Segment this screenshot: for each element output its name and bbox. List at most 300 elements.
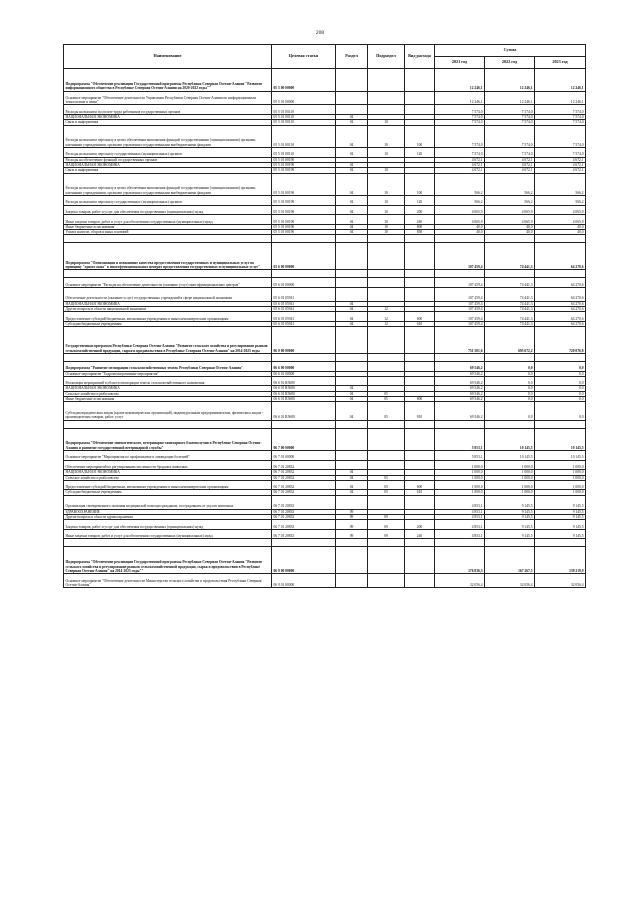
budget-table: [63, 44, 586, 588]
cell-sum-2023: 9 145,5: [535, 495, 586, 509]
cell-expense-type: 120: [405, 196, 435, 206]
cell-sum-2022: 0,0: [485, 397, 535, 402]
cell-expense-type: [405, 420, 435, 428]
cell-sum-2021: 7 574,0: [435, 148, 485, 158]
cell-name: Подпрограмма "Обеспечение реализации Государственной программы Республики Северная Осетия-Алания "Развитие информационного общества в Республике Северная Осетия-Алания на 2020-2022 годы"": [64, 69, 272, 92]
cell-name: НАЦИОНАЛЬНАЯ ЭКОНОМИКА: [64, 162, 272, 167]
cell-name: [64, 270, 272, 278]
cell-sum-2023: 4 672,1: [535, 162, 586, 167]
table-header: [64, 45, 586, 69]
cell-sum-2023: 0,0: [535, 386, 586, 391]
cell-expense-type: 100: [405, 173, 435, 196]
cell-sum-2021: 4 853,1: [435, 509, 485, 514]
table-row: [64, 327, 586, 354]
cell-expense-type: 600: [405, 480, 435, 490]
cell-section: [336, 270, 368, 278]
cell-section: [336, 547, 368, 574]
cell-sum-2021: 107 459,4: [435, 278, 485, 288]
cell-subsection: 10: [368, 168, 405, 173]
cell-subsection: 05: [368, 391, 405, 396]
cell-sum-2023: 40,0: [535, 224, 586, 229]
cell-sum-2022: 74 441,3: [485, 278, 535, 288]
cell-sum-2023: 4 065,9: [535, 205, 586, 215]
cell-sum-2021: 69 546,2: [435, 391, 485, 396]
cell-name: НАЦИОНАЛЬНАЯ ЭКОНОМИКА: [64, 470, 272, 475]
cell-target-article: [272, 420, 336, 428]
cell-target-article: [272, 270, 336, 278]
cell-name: Подпрограмма "Обеспечение реализации Государственной программы Республики Северная Осетия-Алания "Развитие сельского хозяйства и регулирование рынков сельскохозяйственной продукции, сырья и продовольствия в Республике Северная Осетия-Алания" на 2014-2025 годы"": [64, 547, 272, 574]
cell-sum-2022: 4 065,9: [485, 215, 535, 225]
cell-target-article: 05 5 01 00190: [272, 215, 336, 225]
cell-subsection: 10: [368, 205, 405, 215]
cell-name: Уплата налогов, сборов и иных платежей: [64, 230, 272, 235]
cell-expense-type: [405, 270, 435, 278]
cell-sum-2022: 12 246,1: [485, 91, 535, 105]
cell-sum-2022: 9 145,5: [485, 514, 535, 519]
cell-sum-2021: 32 056,4: [435, 574, 485, 588]
cell-target-article: 05 5 01 00190: [272, 157, 336, 162]
cell-sum-2022: 4 672,1: [485, 157, 535, 162]
cell-expense-type: 200: [405, 205, 435, 215]
cell-sum-2023: 566,2: [535, 196, 586, 206]
cell-name: Иные закупки товаров, работ и услуг для обеспечения государственных (муниципальных) нужд: [64, 215, 272, 225]
cell-sum-2023: 1 000,0: [535, 475, 586, 480]
cell-sum-2021: 69 546,2: [435, 376, 485, 386]
cell-sum-2023: 1 000,0: [535, 480, 586, 490]
cell-section: [336, 539, 368, 547]
cell-sum-2023: 139 219,9: [535, 547, 586, 574]
table-row: [64, 428, 586, 451]
cell-name: Закупка товаров, работ и услуг для обеспечения государственных (муниципальных) нужд: [64, 520, 272, 530]
cell-sum-2022: 12 246,1: [485, 69, 535, 92]
cell-sum-2022: 1 000,0: [485, 460, 535, 470]
cell-section: 04: [336, 224, 368, 229]
header-name: Наименование: [64, 45, 272, 69]
cell-sum-2023: [535, 354, 586, 362]
cell-section: [336, 105, 368, 115]
cell-sum-2021: 4 065,9: [435, 205, 485, 215]
cell-section: 04: [336, 490, 368, 495]
table-row: [64, 69, 586, 92]
cell-section: [336, 91, 368, 105]
cell-subsection: [368, 460, 405, 470]
cell-section: [336, 574, 368, 588]
cell-subsection: 10: [368, 230, 405, 235]
table-row: [64, 529, 586, 539]
cell-name: [64, 354, 272, 362]
cell-section: [336, 235, 368, 243]
cell-subsection: 10: [368, 173, 405, 196]
cell-target-article: 06 6 01 00000: [272, 371, 336, 376]
cell-subsection: 05: [368, 402, 405, 420]
cell-target-article: 05 6 01 05941: [272, 307, 336, 312]
cell-sum-2021: 5 853,1: [435, 428, 485, 451]
cell-expense-type: 200: [405, 520, 435, 530]
table-row: [64, 105, 586, 115]
cell-expense-type: 610: [405, 321, 435, 326]
cell-name: Государственная программа Республики Северная Осетия-Алания "Развитие сельского хозяйства и регулирование рынков сельскохозяйственной продукции, сырья и продовольствия в Республике Северная Осетия-Алания" на 2014-2025 годы: [64, 327, 272, 354]
cell-sum-2022: 566,2: [485, 173, 535, 196]
cell-target-article: 06 9 00 00000: [272, 547, 336, 574]
cell-name: Предоставление субсидий бюджетным, автономным учреждениям и иным некоммерческим организациям: [64, 480, 272, 490]
cell-name: ЗДРАВООХРАНЕНИЕ: [64, 509, 272, 514]
cell-target-article: 05 5 01 00190: [272, 196, 336, 206]
cell-sum-2023: 720 076,8: [535, 327, 586, 354]
cell-section: [336, 420, 368, 428]
cell-sum-2021: 4 853,1: [435, 529, 485, 539]
cell-target-article: 05 5 00 00000: [272, 69, 336, 92]
cell-sum-2021: 566,2: [435, 173, 485, 196]
cell-target-article: 05 5 01 00190: [272, 224, 336, 229]
cell-sum-2023: 0,0: [535, 397, 586, 402]
cell-target-article: 05 6 00 00000: [272, 243, 336, 270]
cell-target-article: 06 7 01 20833: [272, 520, 336, 530]
cell-expense-type: 240: [405, 529, 435, 539]
cell-expense-type: 800: [405, 224, 435, 229]
cell-sum-2023: 1 000,0: [535, 490, 586, 495]
cell-expense-type: [405, 376, 435, 386]
cell-subsection: [368, 376, 405, 386]
cell-subsection: 05: [368, 397, 405, 402]
cell-section: 04: [336, 125, 368, 148]
cell-sum-2023: 9 145,5: [535, 509, 586, 514]
cell-subsection: [368, 327, 405, 354]
cell-section: 04: [336, 301, 368, 306]
cell-sum-2021: 5 853,1: [435, 451, 485, 461]
cell-sum-2022: 0,0: [485, 386, 535, 391]
table-row: [64, 270, 586, 278]
cell-sum-2021: 1 000,0: [435, 460, 485, 470]
cell-name: Субсидии бюджетным учреждениям: [64, 490, 272, 495]
cell-subsection: 10: [368, 196, 405, 206]
cell-subsection: 10: [368, 125, 405, 148]
cell-sum-2023: 12 246,1: [535, 91, 586, 105]
cell-sum-2023: 7 574,0: [535, 120, 586, 125]
cell-sum-2021: 7 574,0: [435, 125, 485, 148]
cell-target-article: 06 7 01 20832: [272, 480, 336, 490]
cell-expense-type: [405, 243, 435, 270]
cell-section: 04: [336, 215, 368, 225]
cell-sum-2022: 7 574,0: [485, 105, 535, 115]
cell-expense-type: [405, 460, 435, 470]
cell-target-article: 06 7 01 20832: [272, 460, 336, 470]
cell-sum-2022: 7 574,0: [485, 114, 535, 119]
cell-subsection: 05: [368, 475, 405, 480]
cell-subsection: 10: [368, 120, 405, 125]
cell-name: Основное мероприятие "Расходы на обеспечение деятельности (оказание услуг) многофункциональных центров": [64, 278, 272, 288]
cell-section: [336, 327, 368, 354]
cell-expense-type: 120: [405, 148, 435, 158]
header-year-2022: 2022 год: [485, 57, 535, 69]
cell-sum-2021: 4 853,1: [435, 514, 485, 519]
cell-sum-2022: 40,0: [485, 230, 535, 235]
cell-sum-2021: 566,2: [435, 196, 485, 206]
cell-expense-type: [405, 539, 435, 547]
cell-subsection: 10: [368, 148, 405, 158]
cell-section: [336, 69, 368, 92]
cell-section: 04: [336, 148, 368, 158]
cell-name: Реализация мероприятий в области мелиорации земель сельскохозяйственного назначения: [64, 376, 272, 386]
cell-subsection: [368, 270, 405, 278]
cell-target-article: [272, 235, 336, 243]
cell-section: 04: [336, 402, 368, 420]
table-row: [64, 420, 586, 428]
cell-name: Субсидии юридическим лицам (кроме некоммерческих организаций), индивидуальным предпринимателям, физическим лицам - производителям товаров, работ, услуг: [64, 402, 272, 420]
cell-section: [336, 362, 368, 372]
cell-section: 04: [336, 321, 368, 326]
cell-sum-2022: 0,0: [485, 376, 535, 386]
cell-target-article: 06 6 01 R5680: [272, 391, 336, 396]
header-section: Раздел: [336, 45, 368, 69]
cell-expense-type: [405, 105, 435, 115]
cell-subsection: 05: [368, 490, 405, 495]
table-row: [64, 402, 586, 420]
cell-sum-2021: [435, 420, 485, 428]
cell-section: 04: [336, 312, 368, 322]
cell-sum-2023: 7 574,0: [535, 125, 586, 148]
cell-target-article: 06 7 01 00000: [272, 451, 336, 461]
cell-section: 04: [336, 391, 368, 396]
cell-name: Организация своевременного оказания медицинской помощи гражданам, пострадавшим от укусов животных: [64, 495, 272, 509]
cell-sum-2021: 69 546,2: [435, 397, 485, 402]
cell-sum-2023: 7 574,0: [535, 114, 586, 119]
cell-sum-2021: 751 501,6: [435, 327, 485, 354]
table-row: [64, 287, 586, 301]
cell-name: Иные бюджетные ассигнования: [64, 397, 272, 402]
cell-sum-2023: [535, 270, 586, 278]
cell-sum-2023: 9 145,5: [535, 514, 586, 519]
cell-target-article: [272, 354, 336, 362]
cell-sum-2023: 40,0: [535, 230, 586, 235]
cell-subsection: [368, 428, 405, 451]
cell-target-article: 05 5 01 00190: [272, 173, 336, 196]
cell-sum-2022: [485, 354, 535, 362]
table-row: [64, 539, 586, 547]
cell-sum-2022: 74 441,3: [485, 307, 535, 312]
cell-name: Подпрограмма "Оптимизация и повышение качества предоставления государственных и муниципальных услуг по принципу "одного окна" в многофункциональных центрах предоставления государственных и муниципальных услуг": [64, 243, 272, 270]
cell-sum-2023: 1 000,0: [535, 470, 586, 475]
cell-section: 04: [336, 307, 368, 312]
cell-sum-2022: 10 145,5: [485, 428, 535, 451]
cell-section: 04: [336, 162, 368, 167]
table-body: [64, 69, 586, 588]
cell-name: Подпрограмма "Развитие мелиорации сельскохозяйственных земель Республики Северная Осетия-Алания": [64, 362, 272, 372]
cell-target-article: 05 5 01 00110: [272, 125, 336, 148]
header-year-2021: 2021 год: [435, 57, 485, 69]
cell-sum-2021: [435, 354, 485, 362]
cell-sum-2022: 74 441,3: [485, 287, 535, 301]
cell-name: Подпрограмма "Обеспечение эпизоотического, ветеринарно-санитарного благополучия в Республике Северная Осетия-Алания и развитие государственной ветеринарной службы": [64, 428, 272, 451]
cell-section: 09: [336, 520, 368, 530]
cell-subsection: 10: [368, 224, 405, 229]
cell-sum-2022: 9 145,5: [485, 509, 535, 514]
cell-sum-2023: 64 270,6: [535, 307, 586, 312]
cell-target-article: 06 6 01 R5680: [272, 397, 336, 402]
cell-target-article: 05 5 01 00190: [272, 162, 336, 167]
cell-sum-2023: 0,0: [535, 371, 586, 376]
cell-sum-2022: 695 672,2: [485, 327, 535, 354]
cell-sum-2021: 69 546,2: [435, 371, 485, 376]
cell-expense-type: [405, 451, 435, 461]
cell-sum-2022: 566,2: [485, 196, 535, 206]
cell-sum-2023: [535, 235, 586, 243]
cell-expense-type: [405, 574, 435, 588]
cell-sum-2021: 1 000,0: [435, 480, 485, 490]
cell-name: НАЦИОНАЛЬНАЯ ЭКОНОМИКА: [64, 386, 272, 391]
table-row: [64, 354, 586, 362]
cell-name: Сельское хозяйство и рыболовство: [64, 475, 272, 480]
cell-target-article: 06 7 01 20833: [272, 514, 336, 519]
cell-sum-2021: 176 836,3: [435, 547, 485, 574]
cell-sum-2023: 64 270,6: [535, 278, 586, 288]
cell-section: 04: [336, 205, 368, 215]
header-target-article: Целевая статья: [272, 45, 336, 69]
cell-sum-2022: 1 000,0: [485, 470, 535, 475]
cell-section: [336, 278, 368, 288]
header-sum: Сумма: [435, 45, 586, 57]
cell-expense-type: [405, 327, 435, 354]
cell-sum-2022: [485, 235, 535, 243]
cell-name: Закупка товаров, работ и услуг для обеспечения государственных (муниципальных) нужд: [64, 205, 272, 215]
table-row: [64, 196, 586, 206]
cell-subsection: [368, 547, 405, 574]
cell-name: НАЦИОНАЛЬНАЯ ЭКОНОМИКА: [64, 301, 272, 306]
cell-sum-2023: 4 672,1: [535, 157, 586, 162]
cell-expense-type: [405, 547, 435, 574]
cell-sum-2023: 32 056,4: [535, 574, 586, 588]
cell-target-article: 05 6 01 05941: [272, 312, 336, 322]
cell-expense-type: 240: [405, 215, 435, 225]
cell-name: [64, 420, 272, 428]
cell-sum-2021: 107 459,4: [435, 321, 485, 326]
cell-name: Расходы на выплаты персоналу в целях обеспечения выполнения функций государственными (муниципальными) органами, казенными учреждениями, органами управления государственными внебюджетными фондами: [64, 173, 272, 196]
cell-subsection: 12: [368, 307, 405, 312]
cell-section: 09: [336, 514, 368, 519]
cell-target-article: 05 5 01 00110: [272, 148, 336, 158]
cell-subsection: 05: [368, 480, 405, 490]
cell-expense-type: [405, 235, 435, 243]
cell-name: [64, 539, 272, 547]
cell-section: 04: [336, 397, 368, 402]
table-row: [64, 125, 586, 148]
cell-sum-2022: 0,0: [485, 371, 535, 376]
cell-sum-2023: 7 574,0: [535, 105, 586, 115]
cell-section: 04: [336, 196, 368, 206]
cell-sum-2022: [485, 270, 535, 278]
cell-name: Другие вопросы в области национальной экономики: [64, 307, 272, 312]
cell-name: Расходы на выплаты персоналу государственных (муниципальных) органов: [64, 196, 272, 206]
cell-sum-2023: 64 270,6: [535, 243, 586, 270]
cell-target-article: 05 6 01 05941: [272, 301, 336, 306]
cell-sum-2021: 4 672,1: [435, 162, 485, 167]
cell-section: [336, 460, 368, 470]
cell-expense-type: [405, 354, 435, 362]
cell-subsection: 12: [368, 321, 405, 326]
cell-subsection: [368, 574, 405, 588]
cell-sum-2023: 64 270,6: [535, 321, 586, 326]
table-row: [64, 148, 586, 158]
cell-target-article: 06 6 01 R5680: [272, 386, 336, 391]
cell-sum-2023: 64 270,6: [535, 301, 586, 306]
cell-section: 04: [336, 120, 368, 125]
cell-subsection: [368, 495, 405, 509]
cell-sum-2021: 107 459,4: [435, 287, 485, 301]
cell-name: Расходы на выплаты персоналу в целях обеспечения выполнения функций государственными (муниципальными) органами, казенными учреждениями, органами управления государственными внебюджетными фондами: [64, 125, 272, 148]
table-row: [64, 547, 586, 574]
cell-name: Основное мероприятие "Мероприятия по профилактике и ликвидации болезней": [64, 451, 272, 461]
cell-sum-2021: [435, 235, 485, 243]
cell-section: [336, 495, 368, 509]
cell-section: 04: [336, 386, 368, 391]
cell-sum-2023: 566,2: [535, 173, 586, 196]
cell-sum-2022: 167 267,5: [485, 547, 535, 574]
table-row: [64, 376, 586, 386]
cell-sum-2022: 1 000,0: [485, 475, 535, 480]
cell-sum-2022: 0,0: [485, 391, 535, 396]
cell-sum-2023: 12 246,1: [535, 69, 586, 92]
cell-section: 09: [336, 509, 368, 514]
cell-target-article: 05 6 01 00000: [272, 278, 336, 288]
cell-name: Расходы на выплаты персоналу государственных (муниципальных) органов: [64, 148, 272, 158]
cell-section: 04: [336, 168, 368, 173]
cell-sum-2023: 0,0: [535, 362, 586, 372]
cell-target-article: 05 6 01 05941: [272, 321, 336, 326]
cell-expense-type: [405, 287, 435, 301]
cell-section: [336, 376, 368, 386]
cell-sum-2023: 7 574,0: [535, 148, 586, 158]
cell-name: Основное мероприятие "Обеспечение деятельности Управления Республики Северная Осетия-Алания по информационным технологиям и связи": [64, 91, 272, 105]
cell-sum-2022: 7 574,0: [485, 125, 535, 148]
cell-target-article: 05 6 01 05941: [272, 287, 336, 301]
cell-sum-2021: 69 546,2: [435, 402, 485, 420]
header-expense-type: Вид расхода: [405, 45, 435, 69]
cell-name: Иные закупки товаров, работ и услуг для обеспечения государственных (муниципальных) нужд: [64, 529, 272, 539]
cell-target-article: 06 7 00 00000: [272, 428, 336, 451]
cell-subsection: [368, 235, 405, 243]
cell-name: Иные бюджетные ассигнования: [64, 224, 272, 229]
cell-sum-2023: 9 145,5: [535, 529, 586, 539]
cell-sum-2021: 12 246,1: [435, 91, 485, 105]
cell-section: 04: [336, 470, 368, 475]
cell-name: Предоставление субсидий бюджетным, автономным учреждениям и иным некоммерческим организациям: [64, 312, 272, 322]
cell-target-article: 05 5 01 00110: [272, 120, 336, 125]
cell-sum-2022: 0,0: [485, 362, 535, 372]
cell-sum-2022: 4 672,1: [485, 168, 535, 173]
table-row: [64, 243, 586, 270]
cell-subsection: 09: [368, 514, 405, 519]
cell-name: Обеспечение деятельности (оказание услуг) государственных учреждений в сфере национальной экономики: [64, 287, 272, 301]
cell-sum-2023: 10 145,5: [535, 428, 586, 451]
cell-sum-2021: 4 672,1: [435, 168, 485, 173]
table-row: [64, 451, 586, 461]
cell-target-article: 06 7 01 20832: [272, 490, 336, 495]
cell-sum-2021: 40,0: [435, 224, 485, 229]
cell-sum-2023: 64 270,6: [535, 287, 586, 301]
cell-sum-2023: 0,0: [535, 376, 586, 386]
cell-name: Расходы на обеспечение функций государственных органов: [64, 157, 272, 162]
cell-section: [336, 428, 368, 451]
cell-sum-2022: 74 441,3: [485, 321, 535, 326]
cell-section: [336, 451, 368, 461]
cell-name: Основное мероприятие "Обеспечение деятельности Министерства сельского хозяйства и продовольствия Республики Северная Осетия-Алания": [64, 574, 272, 588]
table-row: [64, 460, 586, 470]
cell-section: 04: [336, 114, 368, 119]
cell-sum-2023: 9 145,5: [535, 520, 586, 530]
cell-sum-2021: 1 000,0: [435, 475, 485, 480]
cell-section: 04: [336, 173, 368, 196]
cell-sum-2021: 107 459,4: [435, 307, 485, 312]
cell-sum-2023: 0,0: [535, 391, 586, 396]
